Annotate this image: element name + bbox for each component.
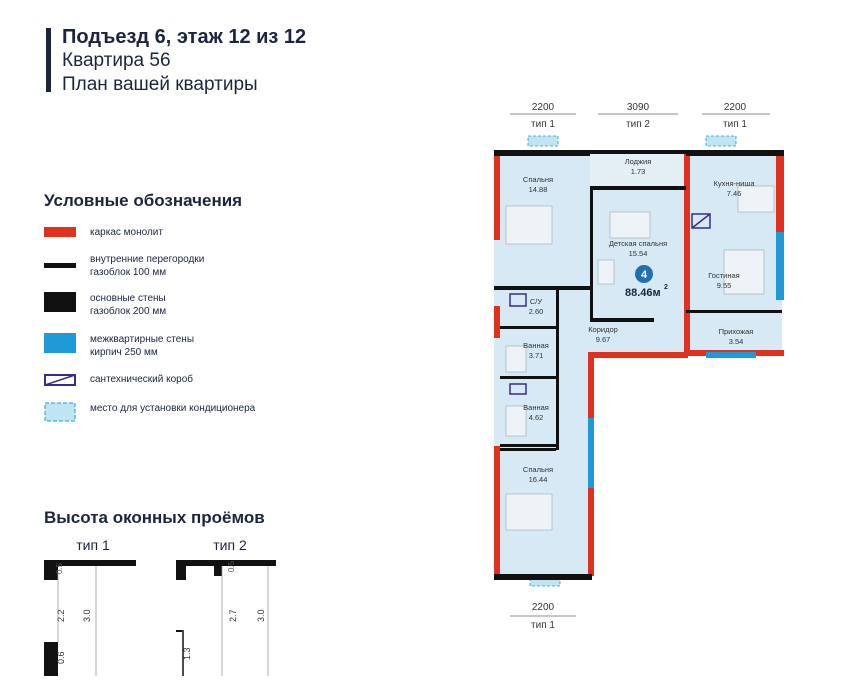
monolith-swatch — [44, 227, 76, 237]
header-accent-bar — [46, 28, 51, 92]
total-area: 88.46м — [625, 287, 661, 299]
room-loggia-area: 1.73 — [630, 167, 646, 176]
room-bath-2-area: 4.62 — [528, 413, 544, 422]
legend-item-ac: место для установки кондиционера — [44, 402, 304, 434]
svg-text:3.0: 3.0 — [82, 609, 92, 622]
partition-swatch — [44, 263, 76, 268]
room-hallway-name: Прихожая — [718, 327, 754, 336]
room-loggia-name: Лоджия — [624, 157, 652, 166]
room-wc-area: 2.60 — [528, 307, 544, 316]
main-wall-swatch — [44, 292, 76, 312]
svg-text:тип 1: тип 1 — [723, 119, 747, 130]
room-bath-1-name: Ванная — [523, 341, 549, 350]
floor-plan — [480, 96, 800, 646]
svg-text:тип 1: тип 1 — [531, 620, 555, 631]
type2-label: тип 2 — [213, 537, 247, 553]
dim-bottom: 2200 — [531, 602, 555, 613]
svg-text:2.7: 2.7 — [228, 609, 238, 622]
type1-label: тип 1 — [76, 537, 110, 553]
legend-title: Условные обозначения — [44, 191, 243, 210]
room-kids-bedroom-name: Детская спальня — [608, 239, 668, 248]
room-bath-1-area: 3.71 — [528, 351, 544, 360]
plan-subtitle: План вашей квартиры — [62, 74, 258, 95]
room-living-area: 9.55 — [716, 281, 732, 290]
apartment-number: Квартира 56 — [62, 50, 171, 71]
room-bedroom-2-name: Спальня — [522, 465, 554, 474]
svg-text:тип 1: тип 1 — [531, 119, 555, 130]
svg-text:1.3: 1.3 — [182, 647, 192, 660]
room-kitchen-area: 7.46 — [726, 189, 742, 198]
legend-item-main-wall: основные стены газоблок 200 мм — [44, 292, 304, 324]
rooms-count: 4 — [640, 269, 648, 281]
room-wc-name: С/У — [529, 297, 543, 306]
ac-place-top-left — [528, 136, 558, 146]
window-types-diagram — [38, 532, 298, 692]
brick-swatch — [44, 333, 76, 353]
svg-text:0.5: 0.5 — [227, 560, 236, 572]
ac-place-top-right — [706, 136, 736, 146]
dim-top-1: 2200 — [531, 102, 555, 113]
room-bath-2-name: Ванная — [523, 403, 549, 412]
room-kitchen-name: Кухня-ниша — [713, 179, 755, 188]
room-corridor-area: 9.67 — [595, 335, 611, 344]
svg-text:0.6: 0.6 — [56, 651, 66, 664]
svg-text:2.2: 2.2 — [56, 609, 66, 622]
plumbing-box-icon — [44, 373, 76, 385]
room-bedroom-1-name: Спальня — [522, 175, 554, 184]
svg-text:тип 2: тип 2 — [626, 119, 650, 130]
svg-text:3.0: 3.0 — [256, 609, 266, 622]
ac-place-icon — [44, 402, 76, 422]
room-bedroom-1-area: 14.88 — [528, 185, 548, 194]
room-living-name: Гостиная — [708, 271, 740, 280]
room-kids-bedroom-area: 15.54 — [628, 249, 648, 258]
room-bedroom-2-area: 16.44 — [528, 475, 548, 484]
windows-title: Высота оконных проёмов — [44, 508, 265, 527]
dim-top-3: 2200 — [723, 102, 747, 113]
room-hallway-area: 3.54 — [728, 337, 744, 346]
legend-item-monolith: каркас монолит — [44, 226, 304, 258]
page-title: Подъезд 6, этаж 12 из 12 — [62, 26, 307, 48]
room-corridor-name: Коридор — [588, 325, 618, 334]
dim-top-2: 3090 — [626, 102, 650, 113]
total-area-unit-sup: 2 — [664, 284, 668, 291]
legend-item-brick: межквартирные стены кирпич 250 мм — [44, 333, 304, 365]
svg-text:0.5: 0.5 — [55, 562, 64, 574]
legend-item-plumbing: сантехнический короб — [44, 373, 304, 405]
legend-item-partition: внутренние перегородки газоблок 100 мм — [44, 253, 304, 285]
